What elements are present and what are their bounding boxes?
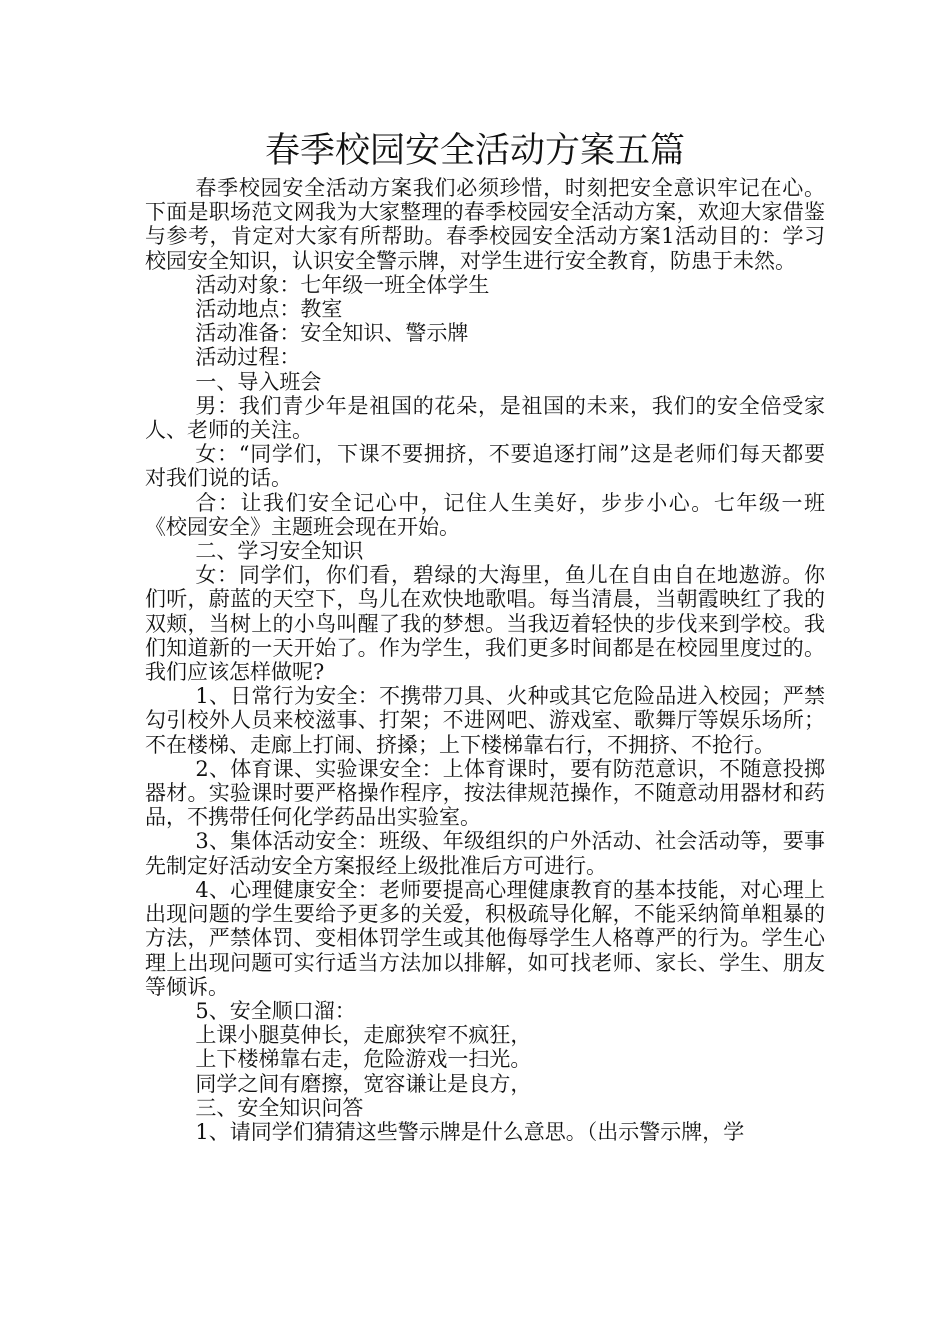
section-heading: 二、学习安全知识: [195, 539, 364, 564]
paragraph: 3、集体活动安全：班级、年级组织的户外活动、社会活动等，要事先制定好活动安全方案报经上级批准后方可进行。: [145, 829, 825, 878]
section-heading: 三、安全知识问答: [195, 1095, 364, 1120]
paragraph: 2、体育课、实验课安全：上体育课时，要有防范意识，不随意投掷器材。实验课时要严格操作程序，按法律规范操作，不随意动用器材和药品，不携带任何化学药品出实验室。: [145, 756, 825, 830]
paragraph: 活动地点：教室: [195, 297, 343, 322]
paragraph: 女：“同学们，下课不要拥挤，不要追逐打闹”这是老师们每天都要对我们说的话。: [145, 442, 825, 491]
rhyme-line: 同学之间有磨擦，宽容谦让是良方，: [195, 1071, 532, 1096]
paragraph: 活动过程：: [195, 345, 301, 370]
document-title: 春季校园安全活动方案五篇: [264, 131, 685, 171]
intro-paragraph: 春季校园安全活动方案我们必须珍惜，时刻把安全意识牢记在心。下面是职场范文网我为大家整理的春季校园安全活动方案，欢迎大家借鉴与参考，肯定对大家有所帮助。春季校园安全活动方案1活动目的：学习校园安全知识，认识安全警示牌，对学生进行安全教育，防患于未然。: [145, 176, 825, 273]
section-heading: 一、导入班会: [195, 369, 322, 394]
paragraph: 5、安全顺口溜：: [195, 998, 356, 1023]
paragraph: 1、日常行为安全：不携带刀具、火种或其它危险品进入校园；严禁勾引校外人员来校滋事、打架；不进网吧、游戏室、歌舞厅等娱乐场所；不在楼梯、走廊上打闹、挤搡；上下楼梯靠右行，不拥挤、不抢行。: [145, 684, 825, 757]
paragraph: 女：同学们，你们看，碧绿的大海里，鱼儿在自由自在地遨游。你们听，蔚蓝的天空下，鸟儿在欢快地歌唱。每当清晨，当朝霞映红了我的双颊，当树上的小鸟叫醒了我的梦想。当我迈着轻快的步伐来到学校。我们知道新的一天开始了。作为学生，我们更多时间都是在校园里度过的。我们应该怎样做呢?: [145, 563, 825, 685]
rhyme-line: 上课小腿莫伸长，走廊狭窄不疯狂，: [195, 1023, 532, 1048]
paragraph: 4、心理健康安全：老师要提高心理健康教育的基本技能，对心理上出现问题的学生要给予更多的关爱，积极疏导化解，不能采纳简单粗暴的方法，严禁体罚、变相体罚学生或其他侮辱学生人格尊严的行为。学生心理上出现问题可实行适当方法加以排解，如可找老师、家长、学生、朋友等倾诉。: [145, 877, 825, 999]
rhyme-line: 上下楼梯靠右走，危险游戏一扫光。: [195, 1047, 532, 1072]
paragraph: 1、请同学们猜猜这些警示牌是什么意思。（出示警示牌，学: [195, 1119, 745, 1144]
paragraph: 男：我们青少年是祖国的花朵，是祖国的未来，我们的安全倍受家人、老师的关注。: [145, 393, 825, 443]
paragraph: 活动准备：安全知识、警示牌: [195, 321, 469, 346]
paragraph: 活动对象：七年级一班全体学生: [195, 272, 490, 297]
document-body: [145, 176, 825, 1144]
paragraph: 合：让我们安全记心中，记住人生美好，步步小心。七年级一班《校园安全》主题班会现在开始。: [145, 490, 825, 539]
